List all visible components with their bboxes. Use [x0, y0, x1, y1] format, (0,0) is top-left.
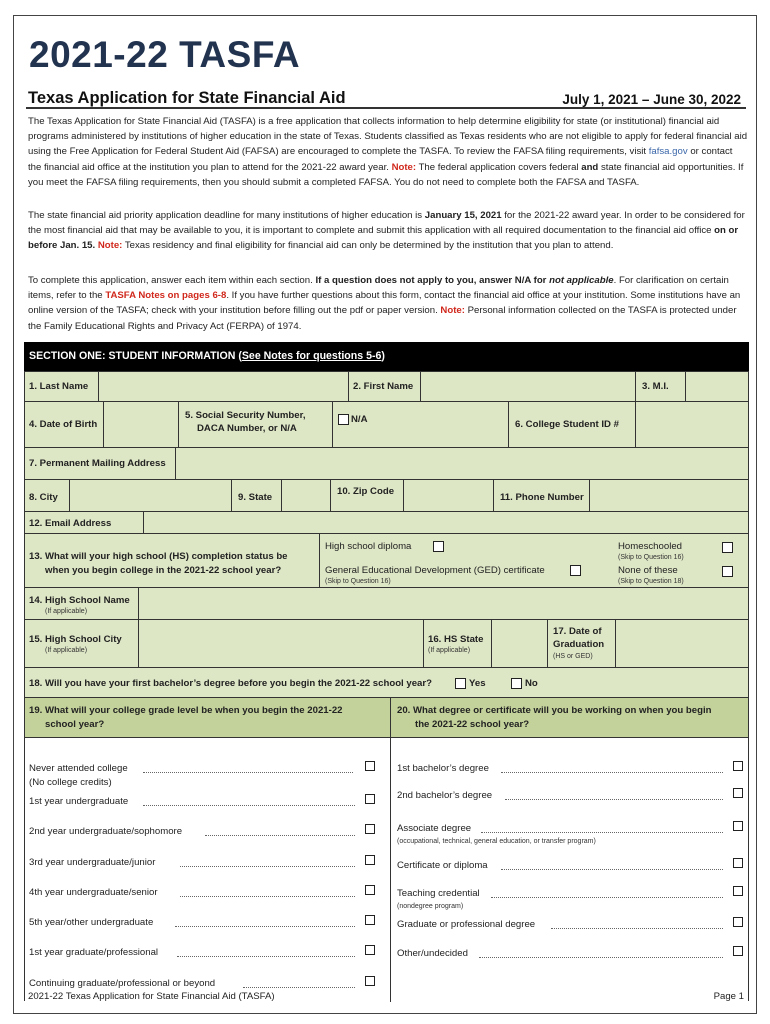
footer-title: 2021-22 Texas Application for State Financial Aid (TASFA): [28, 991, 275, 1002]
q19-option-note: (No college credits): [29, 777, 112, 788]
q20-option-label: Other/undecided: [397, 948, 468, 959]
note-label: Note:: [391, 161, 417, 173]
hs-state-note: (If applicable): [428, 647, 471, 654]
grad-note: (HS or GED): [553, 653, 593, 660]
hs-diploma-checkbox[interactable]: [433, 541, 444, 552]
intro-paragraph-2: [28, 208, 748, 254]
state-label: 9. State: [238, 492, 273, 503]
section-title: SECTION ONE: STUDENT INFORMATION (: [29, 350, 242, 362]
q20-option-label: 2nd bachelor’s degree: [397, 790, 493, 801]
zip-label: 10. Zip Code: [337, 486, 395, 497]
leader-dots: [180, 866, 355, 867]
q20-option-checkbox[interactable]: [733, 886, 743, 896]
ged-checkbox[interactable]: [570, 565, 581, 576]
leader-dots: [175, 926, 355, 927]
leader-dots: [479, 957, 723, 958]
q19-option-checkbox[interactable]: [365, 885, 375, 895]
phone-field[interactable]: [589, 480, 748, 511]
address-label-cell: [25, 448, 175, 479]
college-id-label-cell: [508, 402, 635, 447]
hs-name-label: 14. High School Name: [29, 595, 130, 606]
last-name-label-cell: [25, 372, 98, 401]
intro-text: The Texas Application for State Financial Aid (TASFA) is a free application that collects information to help determine eligibility for state (or institutional) financial aid programs administered by institutions of higher education in the state of Texas. Students classified as Texas residents who are not eligible to apply for federal financial aid using the Free Application for Federal Student Aid (FAFSA) are encouraged to complete the TASFA. To review the FAFSA filing requirements, visit: [28, 116, 748, 158]
hs-state-label: 16. HS State: [428, 634, 484, 645]
q20-option-checkbox[interactable]: [733, 946, 743, 956]
q19-label-2: school year?: [45, 719, 105, 730]
ssn-na-label: N/A: [351, 414, 368, 425]
leader-dots: [491, 897, 723, 898]
q20-option-list: [390, 738, 748, 1002]
dob-label-cell: [25, 402, 103, 447]
leader-dots: [505, 799, 723, 800]
q19-q20-header-row: [25, 698, 748, 738]
phone-label-cell: [493, 480, 589, 511]
deadline-date: January 15, 2021: [424, 210, 502, 221]
q20-option-note: (occupational, technical, general education, or transfer program): [397, 838, 596, 845]
q20-header: [390, 698, 748, 737]
q20-option-checkbox[interactable]: [733, 917, 743, 927]
city-field[interactable]: [69, 480, 231, 511]
q19-option-checkbox[interactable]: [365, 976, 375, 986]
q19-option-label: 1st year undergraduate: [29, 796, 129, 807]
hs-state-field[interactable]: [491, 620, 547, 667]
email-field[interactable]: [143, 512, 748, 533]
q13-label: 13. What will your high school (HS) completion status be: [29, 551, 288, 562]
q19-label: 19. What will your college grade level be when you begin the 2021-22: [29, 705, 343, 716]
name-row: [25, 372, 748, 402]
q20-option-checkbox[interactable]: [733, 821, 743, 831]
homeschooled-checkbox[interactable]: [722, 542, 733, 553]
q20-option-label: Associate degree: [397, 823, 472, 834]
q20-option-checkbox[interactable]: [733, 858, 743, 868]
hs-city-row: [25, 620, 748, 668]
ssn-na-checkbox[interactable]: [338, 414, 349, 425]
leader-dots: [551, 928, 723, 929]
mi-label-cell: [635, 372, 685, 401]
hs-name-label-cell: [25, 588, 138, 619]
q19-option-label: 3rd year undergraduate/junior: [29, 857, 156, 868]
intro-paragraph-1: [28, 114, 748, 190]
leader-dots: [205, 835, 355, 836]
notes-reference: TASFA Notes on pages 6-8: [105, 290, 227, 302]
college-id-label: 6. College Student ID #: [515, 419, 619, 430]
address-row: [25, 448, 748, 480]
q18-label: 18. Will you have your first bachelor’s degree before you begin the 2021-22 school year?: [29, 678, 432, 689]
leader-dots: [481, 832, 723, 833]
q18-row: [25, 668, 748, 698]
form-subtitle: Texas Application for State Financial Aid: [28, 89, 346, 107]
q19-option-list: [25, 738, 390, 1002]
q19-option-checkbox[interactable]: [365, 761, 375, 771]
q19-option-checkbox[interactable]: [365, 855, 375, 865]
q19-option-label: 1st year graduate/professional: [29, 947, 159, 958]
leader-dots: [143, 772, 353, 773]
homeschooled-label: Homeschooled: [618, 541, 682, 552]
city-row: [25, 480, 748, 512]
note-label: Note:: [440, 305, 465, 317]
leader-dots: [501, 869, 723, 870]
grad-date-field[interactable]: [615, 620, 748, 667]
intro-text: . For clarification on certain items, refer to the: [28, 275, 729, 302]
email-label-cell: [25, 512, 143, 533]
intro-text: state financial aid opportunities. If you meet the FAFSA filing requirements, then you should submit a completed FAFSA. You do not need to complete both the FAFSA and TASFA.: [28, 161, 744, 188]
leader-dots: [243, 987, 355, 988]
hs-name-row: [25, 588, 748, 620]
q13-label-2: when you begin college in the 2021-22 school year?: [45, 565, 282, 576]
q20-label-2: the 2021-22 school year?: [415, 719, 530, 730]
dob-label: 4. Date of Birth: [29, 419, 98, 430]
hs-city-label-cell: [25, 620, 138, 667]
intro-bold: and: [581, 161, 599, 173]
mi-field[interactable]: [685, 372, 748, 401]
dob-ssn-row: [25, 402, 748, 448]
first-name-label: 2. First Name: [353, 381, 414, 392]
intro-bold: on or before Jan. 15.: [28, 225, 739, 252]
leader-dots: [180, 896, 355, 897]
q19-option-label: Continuing graduate/professional or beyond: [29, 978, 216, 989]
hs-city-field[interactable]: [138, 620, 423, 667]
leader-dots: [501, 772, 723, 773]
title-divider: [26, 107, 746, 109]
city-label-cell: [25, 480, 69, 511]
q18-yes-checkbox[interactable]: [455, 678, 466, 689]
q19-option-label: 5th year/other undergraduate: [29, 917, 154, 928]
form-title: 2021-22 TASFA: [29, 34, 301, 75]
college-id-field[interactable]: [635, 402, 748, 447]
q19-option-label: 2nd year undergraduate/sophomore: [29, 826, 183, 837]
hs-diploma-label: High school diploma: [325, 541, 412, 552]
intro-text: Texas residency and final eligibility for financial aid can only be determined by the institution that you plan to attend.: [122, 240, 614, 252]
intro-text: for the 2021-22 award year. In order to be considered for the most financial aid that may be available to you, it is important to complete and submit this application with all required documentation to the financial aid office: [28, 210, 745, 237]
email-label: 12. Email Address: [29, 518, 112, 529]
award-year-dates: July 1, 2021 – June 30, 2022: [562, 92, 741, 107]
q20-option-label: 1st bachelor’s degree: [397, 763, 489, 774]
grad-label: 17. Date of: [553, 626, 602, 637]
intro-text: Personal information collected on the TASFA is protected under the Family Educational Rights and Privacy Act (FERPA) of 1974.: [28, 305, 737, 332]
q18-no-label: No: [525, 678, 538, 689]
dob-field[interactable]: [103, 402, 178, 447]
q20-option-checkbox[interactable]: [733, 761, 743, 771]
hs-state-label-cell: [423, 620, 491, 667]
ssn-label-2: DACA Number, or N/A: [197, 423, 297, 434]
q20-option-label: Graduate or professional degree: [397, 919, 536, 930]
last-name-label: 1. Last Name: [29, 381, 89, 392]
q19-option-checkbox[interactable]: [365, 915, 375, 925]
state-field[interactable]: [281, 480, 330, 511]
q19-option-checkbox[interactable]: [365, 824, 375, 834]
q20-option-note: (nondegree program): [397, 903, 464, 910]
hs-city-label: 15. High School City: [29, 634, 122, 645]
none-skip-note: (Skip to Question 18): [618, 578, 684, 585]
hs-city-note: (If applicable): [45, 647, 88, 654]
intro-text: The federal application covers federal: [416, 161, 582, 173]
ssn-field[interactable]: [332, 402, 508, 447]
q20-option-label: Teaching credential: [397, 888, 480, 899]
ged-skip-note: (Skip to Question 16): [325, 578, 391, 585]
city-label: 8. City: [29, 492, 58, 503]
q19-q20-options: [25, 738, 748, 1002]
zip-label-cell: [330, 480, 403, 511]
homeschooled-skip-note: (Skip to Question 16): [618, 554, 684, 561]
q13-options: [319, 534, 748, 587]
section-title-close: ): [381, 350, 385, 362]
q18-yes-label: Yes: [469, 678, 486, 689]
grad-label-cell: [547, 620, 615, 667]
intro-text: or contact the financial aid office at the institution you plan to attend for the 2021-22 award year.: [28, 146, 733, 173]
q20-option-checkbox[interactable]: [733, 788, 743, 798]
q19-header: [25, 698, 390, 737]
last-name-field[interactable]: [98, 372, 348, 401]
intro-text: The state financial aid priority application deadline for many institutions of higher education is: [28, 210, 425, 221]
state-label-cell: [231, 480, 281, 511]
intro-italic: not applicable: [549, 275, 614, 286]
leader-dots: [177, 956, 355, 957]
intro-paragraph-3: [28, 273, 748, 334]
q19-option-checkbox[interactable]: [365, 945, 375, 955]
q19-option-checkbox[interactable]: [365, 794, 375, 804]
fafsa-link[interactable]: fafsa.gov: [648, 146, 688, 158]
none-checkbox[interactable]: [722, 566, 733, 577]
zip-field[interactable]: [403, 480, 493, 511]
leader-dots: [143, 805, 355, 806]
q20-option-label: Certificate or diploma: [397, 860, 488, 871]
first-name-field[interactable]: [420, 372, 635, 401]
student-info-form: [24, 371, 749, 1001]
ssn-label-cell: [178, 402, 332, 447]
q19-option-label: 4th year undergraduate/senior: [29, 887, 158, 898]
section-one-header: [24, 342, 749, 371]
ged-label: General Educational Development (GED) certificate: [325, 565, 545, 576]
q20-label: 20. What degree or certificate will you be working on when you begin: [397, 705, 712, 716]
mi-label: 3. M.I.: [642, 381, 669, 392]
hs-name-note: (If applicable): [45, 608, 88, 615]
address-label: 7. Permanent Mailing Address: [29, 458, 166, 469]
intro-text: . If you have further questions about this form, contact the financial aid office at your institution. Some institutions have an online version of the TASFA; check with your institution before filling out the pdf or paper version.: [28, 290, 741, 317]
q13-row: [25, 534, 748, 588]
ssn-label: 5. Social Security Number,: [185, 410, 306, 421]
q18-no-checkbox[interactable]: [511, 678, 522, 689]
section-notes-link[interactable]: See Notes for questions 5-6: [241, 350, 382, 362]
email-row: [25, 512, 748, 534]
first-name-label-cell: [348, 372, 420, 401]
phone-label: 11. Phone Number: [500, 492, 584, 503]
intro-bold: If a question does not apply to you, answer N/A for: [315, 275, 550, 286]
hs-name-field[interactable]: [138, 588, 748, 619]
grad-label-2: Graduation: [553, 639, 605, 650]
address-field[interactable]: [175, 448, 748, 479]
note-label: Note:: [95, 240, 123, 252]
none-label: None of these: [618, 565, 678, 576]
form-page: [13, 15, 757, 1014]
page-number: Page 1: [713, 991, 744, 1002]
q19-option-label: Never attended college: [29, 763, 128, 774]
intro-text: To complete this application, answer each item within each section.: [28, 275, 316, 286]
